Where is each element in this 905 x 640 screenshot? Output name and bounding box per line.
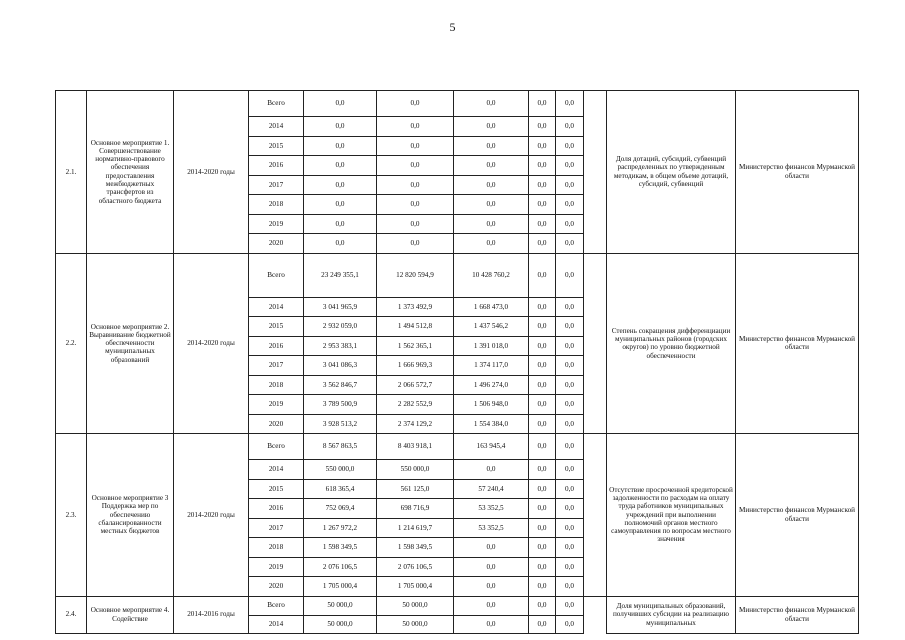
value-cell: 57 240,4 (454, 479, 529, 499)
year-cell: 2014 (249, 117, 304, 137)
value-cell: 53 352,5 (454, 518, 529, 538)
value-cell: 0,0 (454, 91, 529, 117)
table-row (56, 434, 859, 460)
spacer-cell (584, 499, 607, 519)
value-cell: 0,0 (454, 577, 529, 597)
year-cell: 2016 (249, 336, 304, 356)
value-cell: 0,0 (556, 538, 584, 558)
value-cell: 0,0 (304, 91, 377, 117)
value-cell: 1 391 018,0 (454, 336, 529, 356)
value-cell: 0,0 (454, 557, 529, 577)
value-cell: 0,0 (377, 136, 454, 156)
value-cell: 1 494 512,8 (377, 317, 454, 337)
spacer-cell (584, 577, 607, 597)
responsible-body: Министерство финансов Мурманской области (736, 253, 859, 434)
indicator-text: Отсутствие просроченной кредиторской задолженности по расходам на оплату труда работников муниципальных учреждений при выполнении полномочий органов местного самоуправления по вопросам местного значения (607, 434, 736, 597)
value-cell: 0,0 (377, 214, 454, 234)
value-cell: 1 214 619,7 (377, 518, 454, 538)
activity-name: Основное мероприятие 2. Выравнивание бюджетной обеспеченности муниципальных образований (87, 253, 174, 434)
responsible-body: Министерство финансов Мурманской области (736, 596, 859, 633)
activity-period: 2014-2020 годы (174, 91, 249, 254)
value-cell: 0,0 (529, 356, 556, 376)
value-cell: 3 928 513,2 (304, 414, 377, 434)
value-cell: 752 069,4 (304, 499, 377, 519)
row-number: 2.4. (56, 596, 87, 633)
year-cell: 2018 (249, 538, 304, 558)
value-cell: 1 705 000,4 (304, 577, 377, 597)
value-cell: 23 249 355,1 (304, 253, 377, 297)
year-cell: 2019 (249, 557, 304, 577)
value-cell: 8 403 918,1 (377, 434, 454, 460)
value-cell: 0,0 (529, 434, 556, 460)
value-cell: 0,0 (529, 117, 556, 137)
year-cell: 2019 (249, 395, 304, 415)
value-cell: 0,0 (556, 195, 584, 215)
year-cell: 2015 (249, 479, 304, 499)
value-cell: 0,0 (556, 395, 584, 415)
value-cell: 1 496 274,0 (454, 375, 529, 395)
value-cell: 0,0 (556, 615, 584, 633)
value-cell: 2 932 059,0 (304, 317, 377, 337)
value-cell: 50 000,0 (377, 615, 454, 633)
responsible-body: Министерство финансов Мурманской области (736, 434, 859, 597)
value-cell: 0,0 (529, 395, 556, 415)
value-cell: 0,0 (377, 195, 454, 215)
value-cell: 0,0 (529, 253, 556, 297)
year-cell: 2014 (249, 460, 304, 480)
table-row (56, 253, 859, 297)
value-cell: 561 125,0 (377, 479, 454, 499)
value-cell: 0,0 (304, 234, 377, 254)
value-cell: 0,0 (556, 234, 584, 254)
value-cell: 0,0 (529, 518, 556, 538)
value-cell: 1 374 117,0 (454, 356, 529, 376)
spacer-cell (584, 253, 607, 297)
value-cell: 0,0 (454, 234, 529, 254)
value-cell: 0,0 (529, 317, 556, 337)
value-cell: 8 567 863,5 (304, 434, 377, 460)
spacer-cell (584, 317, 607, 337)
value-cell: 0,0 (556, 577, 584, 597)
value-cell: 0,0 (529, 414, 556, 434)
value-cell: 0,0 (454, 136, 529, 156)
value-cell: 0,0 (529, 214, 556, 234)
value-cell: 0,0 (556, 175, 584, 195)
spacer-cell (584, 479, 607, 499)
value-cell: 0,0 (556, 479, 584, 499)
value-cell: 0,0 (556, 518, 584, 538)
value-cell: 1 666 969,3 (377, 356, 454, 376)
value-cell: 0,0 (556, 117, 584, 137)
value-cell: 0,0 (556, 297, 584, 317)
table-row (56, 596, 859, 615)
year-cell: 2018 (249, 195, 304, 215)
value-cell: 0,0 (529, 234, 556, 254)
value-cell: 0,0 (454, 175, 529, 195)
value-cell: 0,0 (304, 156, 377, 176)
activity-name: Основное мероприятие 4. Содействие (87, 596, 174, 633)
value-cell: 0,0 (377, 175, 454, 195)
indicator-text: Доля муниципальных образований, получивших субсидии на реализацию муниципальных (607, 596, 736, 633)
value-cell: 0,0 (454, 615, 529, 633)
row-number: 2.3. (56, 434, 87, 597)
spacer-cell (584, 356, 607, 376)
year-cell: 2019 (249, 214, 304, 234)
year-cell: 2016 (249, 156, 304, 176)
value-cell: 0,0 (529, 460, 556, 480)
value-cell: 0,0 (556, 434, 584, 460)
year-cell: Всего (249, 434, 304, 460)
value-cell: 2 282 552,9 (377, 395, 454, 415)
value-cell: 0,0 (454, 195, 529, 215)
year-cell: 2017 (249, 518, 304, 538)
year-cell: 2017 (249, 175, 304, 195)
year-cell: 2015 (249, 136, 304, 156)
value-cell: 1 705 000,4 (377, 577, 454, 597)
value-cell: 0,0 (529, 479, 556, 499)
value-cell: 163 945,4 (454, 434, 529, 460)
value-cell: 1 598 349,5 (304, 538, 377, 558)
value-cell: 0,0 (454, 596, 529, 615)
spacer-cell (584, 596, 607, 615)
value-cell: 550 000,0 (304, 460, 377, 480)
table-row (56, 91, 859, 117)
value-cell: 1 506 948,0 (454, 395, 529, 415)
value-cell: 1 668 473,0 (454, 297, 529, 317)
value-cell: 12 820 594,9 (377, 253, 454, 297)
value-cell: 0,0 (304, 214, 377, 234)
spacer-cell (584, 336, 607, 356)
value-cell: 0,0 (454, 156, 529, 176)
value-cell: 0,0 (377, 91, 454, 117)
value-cell: 550 000,0 (377, 460, 454, 480)
value-cell: 0,0 (529, 195, 556, 215)
value-cell: 0,0 (377, 156, 454, 176)
page-number: 5 (449, 20, 456, 34)
year-cell: Всего (249, 596, 304, 615)
value-cell: 3 041 086,3 (304, 356, 377, 376)
value-cell: 3 041 965,9 (304, 297, 377, 317)
value-cell: 0,0 (377, 234, 454, 254)
program-table-body (56, 91, 859, 634)
value-cell: 0,0 (304, 195, 377, 215)
value-cell: 0,0 (454, 117, 529, 137)
year-cell: Всего (249, 253, 304, 297)
value-cell: 0,0 (304, 175, 377, 195)
value-cell: 0,0 (529, 375, 556, 395)
value-cell: 0,0 (454, 460, 529, 480)
indicator-text: Степень сокращения дифференциации муниципальных районов (городских округов) по уровню бюджетной обеспеченности (607, 253, 736, 434)
value-cell: 0,0 (529, 499, 556, 519)
spacer-cell (584, 518, 607, 538)
value-cell: 0,0 (556, 414, 584, 434)
indicator-text: Доля дотаций, субсидий, субвенций распределенных по утвержденным методикам, в общем объеме дотаций, субсидий, субвенций (607, 91, 736, 254)
value-cell: 0,0 (529, 538, 556, 558)
value-cell: 0,0 (529, 297, 556, 317)
value-cell: 0,0 (556, 460, 584, 480)
spacer-cell (584, 434, 607, 460)
value-cell: 0,0 (529, 91, 556, 117)
value-cell: 0,0 (556, 136, 584, 156)
value-cell: 2 066 572,7 (377, 375, 454, 395)
year-cell: 2017 (249, 356, 304, 376)
spacer-cell (584, 460, 607, 480)
responsible-body: Министерство финансов Мурманской области (736, 91, 859, 254)
value-cell: 53 352,5 (454, 499, 529, 519)
value-cell: 3 789 500,9 (304, 395, 377, 415)
value-cell: 2 374 129,2 (377, 414, 454, 434)
spacer-cell (584, 615, 607, 633)
value-cell: 3 562 846,7 (304, 375, 377, 395)
activity-period: 2014-2016 годы (174, 596, 249, 633)
year-cell: 2020 (249, 234, 304, 254)
activity-name: Основное мероприятие 3 Поддержка мер по обеспечению сбалансированности местных бюджетов (87, 434, 174, 597)
spacer-cell (584, 175, 607, 195)
value-cell: 0,0 (529, 615, 556, 633)
value-cell: 10 428 760,2 (454, 253, 529, 297)
spacer-cell (584, 538, 607, 558)
value-cell: 0,0 (454, 214, 529, 234)
value-cell: 698 716,9 (377, 499, 454, 519)
value-cell: 0,0 (556, 499, 584, 519)
spacer-cell (584, 136, 607, 156)
value-cell: 0,0 (529, 336, 556, 356)
value-cell: 0,0 (556, 557, 584, 577)
value-cell: 618 365,4 (304, 479, 377, 499)
value-cell: 2 076 106,5 (304, 557, 377, 577)
value-cell: 1 562 365,1 (377, 336, 454, 356)
row-number: 2.1. (56, 91, 87, 254)
spacer-cell (584, 156, 607, 176)
value-cell: 1 437 546,2 (454, 317, 529, 337)
value-cell: 0,0 (529, 136, 556, 156)
value-cell: 1 554 384,0 (454, 414, 529, 434)
value-cell: 0,0 (304, 136, 377, 156)
row-number: 2.2. (56, 253, 87, 434)
year-cell: 2015 (249, 317, 304, 337)
year-cell: 2014 (249, 615, 304, 633)
spacer-cell (584, 414, 607, 434)
year-cell: 2016 (249, 499, 304, 519)
spacer-cell (584, 375, 607, 395)
value-cell: 50 000,0 (304, 615, 377, 633)
value-cell: 0,0 (556, 375, 584, 395)
value-cell: 0,0 (454, 538, 529, 558)
value-cell: 0,0 (529, 156, 556, 176)
spacer-cell (584, 117, 607, 137)
spacer-cell (584, 214, 607, 234)
value-cell: 0,0 (529, 557, 556, 577)
value-cell: 0,0 (556, 317, 584, 337)
activity-period: 2014-2020 годы (174, 434, 249, 597)
value-cell: 0,0 (556, 336, 584, 356)
value-cell: 2 076 106,5 (377, 557, 454, 577)
year-cell: 2018 (249, 375, 304, 395)
value-cell: 1 267 972,2 (304, 518, 377, 538)
spacer-cell (584, 395, 607, 415)
value-cell: 0,0 (529, 175, 556, 195)
value-cell: 2 953 383,1 (304, 336, 377, 356)
year-cell: 2020 (249, 577, 304, 597)
value-cell: 1 373 492,9 (377, 297, 454, 317)
spacer-cell (584, 557, 607, 577)
value-cell: 0,0 (556, 214, 584, 234)
spacer-cell (584, 297, 607, 317)
spacer-cell (584, 91, 607, 117)
activity-name: Основное мероприятие 1. Совершенствование нормативно-правового обеспечения предоставления межбюджетных трансфертов из областного бюджета (87, 91, 174, 254)
value-cell: 50 000,0 (304, 596, 377, 615)
spacer-cell (584, 234, 607, 254)
value-cell: 0,0 (377, 117, 454, 137)
value-cell: 50 000,0 (377, 596, 454, 615)
value-cell: 0,0 (556, 356, 584, 376)
spacer-cell (584, 195, 607, 215)
year-cell: 2014 (249, 297, 304, 317)
value-cell: 0,0 (304, 117, 377, 137)
activity-period: 2014-2020 годы (174, 253, 249, 434)
value-cell: 0,0 (556, 156, 584, 176)
value-cell: 0,0 (529, 577, 556, 597)
value-cell: 0,0 (556, 91, 584, 117)
program-table (55, 90, 859, 634)
year-cell: Всего (249, 91, 304, 117)
value-cell: 1 598 349,5 (377, 538, 454, 558)
value-cell: 0,0 (529, 596, 556, 615)
year-cell: 2020 (249, 414, 304, 434)
value-cell: 0,0 (556, 596, 584, 615)
value-cell: 0,0 (556, 253, 584, 297)
